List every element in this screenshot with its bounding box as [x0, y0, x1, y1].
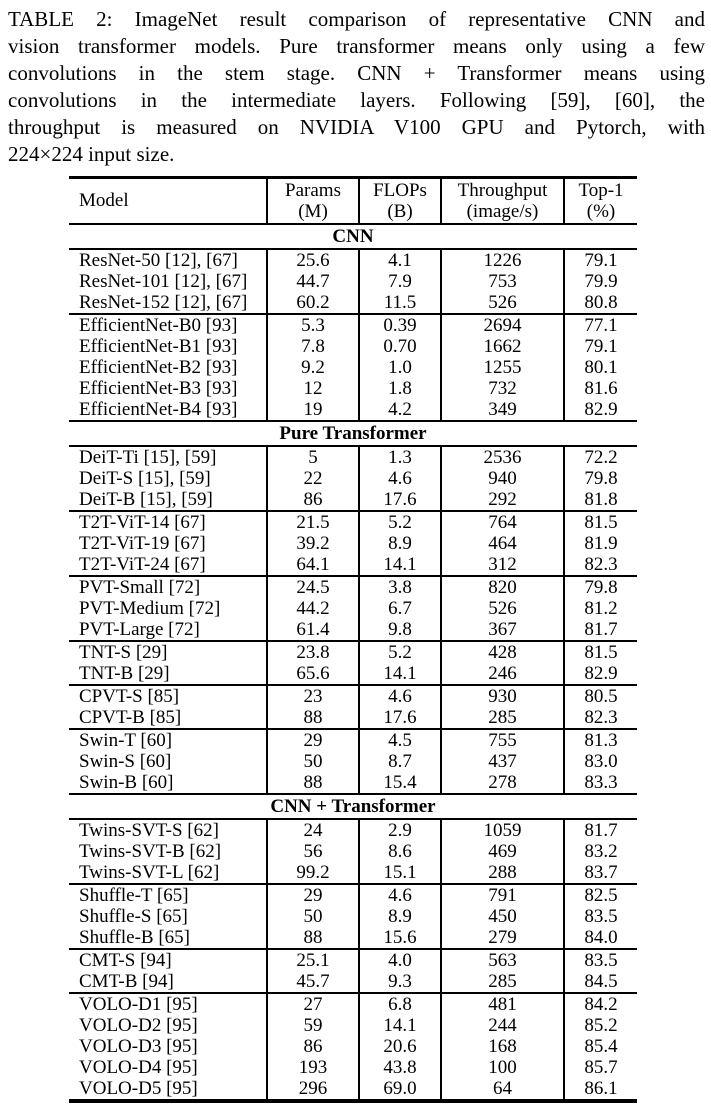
value-cell: 469 — [441, 841, 564, 862]
value-cell: 1255 — [441, 357, 564, 378]
model-cell: PVT-Medium [72] — [79, 598, 221, 619]
col-header-throughput — [441, 178, 564, 225]
value-cell: 2536 — [441, 446, 564, 468]
model-cell: ResNet-101 [12], [67] — [79, 271, 248, 292]
value-cell: 23 — [267, 685, 359, 707]
value-cell: 79.8 — [564, 468, 637, 489]
table-row — [69, 1057, 637, 1078]
value-cell: 50 — [267, 906, 359, 927]
col-header-params-line1: Params — [285, 180, 341, 201]
col-header-top1 — [564, 178, 637, 225]
value-cell: 753 — [441, 271, 564, 292]
value-cell: 24 — [267, 819, 359, 841]
col-header-throughput-line1: Throughput — [457, 180, 548, 201]
table-row — [69, 707, 637, 729]
value-cell: 25.6 — [267, 249, 359, 271]
table-row — [69, 533, 637, 554]
model-cell: Swin-T [60] — [69, 729, 267, 751]
value-cell: 312 — [441, 554, 564, 576]
model-cell: DeiT-B [15], [59] — [79, 489, 213, 510]
value-cell: 84.5 — [564, 971, 637, 993]
value-cell: 820 — [441, 576, 564, 598]
col-header-throughput-line2: (image/s) — [466, 201, 539, 222]
value-cell: 60.2 — [267, 292, 359, 314]
model-cell: EfficientNet-B1 [93] — [79, 336, 238, 357]
table-row — [69, 468, 637, 489]
model-cell: Twins-SVT-S [62] — [79, 820, 219, 841]
value-cell: 481 — [441, 993, 564, 1015]
model-cell: T2T-ViT-24 [67] — [79, 554, 206, 575]
value-cell: 1.8 — [359, 378, 441, 399]
value-cell: 285 — [441, 971, 564, 993]
model-cell: EfficientNet-B0 [93] — [69, 314, 267, 336]
value-cell: 45.7 — [267, 971, 359, 993]
model-cell: Swin-B [60] — [79, 772, 174, 793]
value-cell: 82.3 — [564, 707, 637, 729]
table-row — [69, 554, 637, 576]
value-cell: 193 — [267, 1057, 359, 1078]
value-cell: 83.0 — [564, 751, 637, 772]
col-header-params-line2: (M) — [298, 201, 328, 222]
table-row — [69, 314, 637, 336]
value-cell: 563 — [441, 949, 564, 971]
table-row — [69, 249, 637, 271]
value-cell: 1.0 — [359, 357, 441, 378]
value-cell: 83.7 — [564, 862, 637, 884]
value-cell: 64.1 — [267, 554, 359, 576]
table-row — [69, 598, 637, 619]
model-cell: ResNet-152 [12], [67] — [79, 292, 248, 313]
value-cell: 24.5 — [267, 576, 359, 598]
value-cell: 5.2 — [359, 641, 441, 663]
value-cell: 6.8 — [359, 993, 441, 1015]
column-header-row — [69, 178, 637, 225]
caption-line: 224×224 input size. — [8, 142, 175, 166]
model-cell: DeiT-Ti [15], [59] — [79, 447, 217, 468]
value-cell: 17.6 — [359, 489, 441, 511]
table-row — [69, 971, 637, 993]
value-cell: 6.7 — [359, 598, 441, 619]
value-cell: 526 — [441, 292, 564, 314]
table-row — [69, 1078, 637, 1101]
value-cell: 5.2 — [359, 511, 441, 533]
model-cell: Shuffle-B [65] — [79, 927, 190, 948]
value-cell: 59 — [267, 1015, 359, 1036]
table-row — [69, 884, 637, 906]
model-cell: PVT-Large [72] — [79, 619, 200, 640]
value-cell: 1226 — [441, 249, 564, 271]
section-header: Pure Transformer — [69, 421, 637, 446]
model-cell: T2T-ViT-19 [67] — [79, 533, 206, 554]
value-cell: 69.0 — [359, 1078, 441, 1101]
value-cell: 82.3 — [564, 554, 637, 576]
value-cell: 246 — [441, 663, 564, 685]
value-cell: 79.1 — [564, 249, 637, 271]
value-cell: 39.2 — [267, 533, 359, 554]
col-header-top1-line1: Top-1 — [578, 180, 624, 201]
value-cell: 8.9 — [359, 906, 441, 927]
model-cell: Shuffle-S [65] — [79, 906, 188, 927]
value-cell: 940 — [441, 468, 564, 489]
table-row — [69, 641, 637, 663]
value-cell: 8.9 — [359, 533, 441, 554]
model-cell: ResNet-50 [12], [67] — [79, 250, 238, 271]
table-row — [69, 292, 637, 314]
table-row — [69, 336, 637, 357]
table-row — [69, 663, 637, 685]
value-cell: 80.8 — [564, 292, 637, 314]
value-cell: 21.5 — [267, 511, 359, 533]
value-cell: 349 — [441, 399, 564, 421]
table-row — [69, 576, 637, 598]
table-row — [69, 1036, 637, 1057]
value-cell: 81.9 — [564, 533, 637, 554]
value-cell: 20.6 — [359, 1036, 441, 1057]
value-cell: 81.8 — [564, 489, 637, 511]
model-cell: CPVT-S [85] — [69, 685, 267, 707]
table-row — [69, 271, 637, 292]
value-cell: 930 — [441, 685, 564, 707]
value-cell: 25.1 — [267, 949, 359, 971]
value-cell: 56 — [267, 841, 359, 862]
value-cell: 88 — [267, 927, 359, 949]
value-cell: 61.4 — [267, 619, 359, 641]
table-row — [69, 949, 637, 971]
value-cell: 732 — [441, 378, 564, 399]
value-cell: 4.0 — [359, 949, 441, 971]
table-row — [69, 841, 637, 862]
value-cell: 8.6 — [359, 841, 441, 862]
value-cell: 17.6 — [359, 707, 441, 729]
value-cell: 84.0 — [564, 927, 637, 949]
value-cell: 77.1 — [564, 314, 637, 336]
value-cell: 755 — [441, 729, 564, 751]
value-cell: 8.7 — [359, 751, 441, 772]
value-cell: 285 — [441, 707, 564, 729]
value-cell: 9.8 — [359, 619, 441, 641]
imagenet-results-table — [69, 176, 637, 1103]
value-cell: 791 — [441, 884, 564, 906]
model-cell: TNT-B [29] — [79, 663, 170, 684]
value-cell: 86 — [267, 489, 359, 511]
value-cell: 4.6 — [359, 468, 441, 489]
table-row — [69, 729, 637, 751]
value-cell: 81.5 — [564, 641, 637, 663]
table-row — [69, 751, 637, 772]
value-cell: 1.3 — [359, 446, 441, 468]
caption-line: throughput is measured on NVIDIA V100 GPU and Pytorch, with — [8, 115, 705, 139]
value-cell: 168 — [441, 1036, 564, 1057]
value-cell: 367 — [441, 619, 564, 641]
value-cell: 14.1 — [359, 1015, 441, 1036]
value-cell: 81.5 — [564, 511, 637, 533]
table-row — [69, 489, 637, 511]
value-cell: 14.1 — [359, 554, 441, 576]
section-header: CNN + Transformer — [69, 794, 637, 819]
table-row — [69, 993, 637, 1015]
value-cell: 44.7 — [267, 271, 359, 292]
value-cell: 288 — [441, 862, 564, 884]
value-cell: 23.8 — [267, 641, 359, 663]
value-cell: 79.9 — [564, 271, 637, 292]
model-cell: DeiT-S [15], [59] — [79, 468, 211, 489]
model-cell: TNT-S [29] — [69, 641, 267, 663]
value-cell: 85.7 — [564, 1057, 637, 1078]
caption-line: vision transformer models. Pure transformer means only using a few — [8, 34, 705, 58]
value-cell: 7.8 — [267, 336, 359, 357]
value-cell: 4.2 — [359, 399, 441, 421]
value-cell: 29 — [267, 729, 359, 751]
value-cell: 5 — [267, 446, 359, 468]
value-cell: 2.9 — [359, 819, 441, 841]
caption-line: convolutions in the stem stage. CNN + Transformer means using — [8, 61, 705, 85]
value-cell: 44.2 — [267, 598, 359, 619]
section-header-row — [69, 794, 637, 819]
section-header: CNN — [69, 224, 637, 249]
value-cell: 83.5 — [564, 906, 637, 927]
value-cell: 4.1 — [359, 249, 441, 271]
value-cell: 88 — [267, 772, 359, 794]
caption-line: convolutions in the intermediate layers. Following [59], [60], the — [8, 88, 705, 112]
value-cell: 1662 — [441, 336, 564, 357]
value-cell: 43.8 — [359, 1057, 441, 1078]
value-cell: 0.70 — [359, 336, 441, 357]
value-cell: 15.1 — [359, 862, 441, 884]
table-row — [69, 619, 637, 641]
value-cell: 526 — [441, 598, 564, 619]
value-cell: 7.9 — [359, 271, 441, 292]
value-cell: 80.1 — [564, 357, 637, 378]
value-cell: 84.2 — [564, 993, 637, 1015]
value-cell: 99.2 — [267, 862, 359, 884]
table-row — [69, 1015, 637, 1036]
col-header-flops — [359, 178, 441, 225]
table-row — [69, 399, 637, 421]
value-cell: 9.2 — [267, 357, 359, 378]
table-row — [69, 819, 637, 841]
value-cell: 4.5 — [359, 729, 441, 751]
table-row — [69, 446, 637, 468]
value-cell: 85.2 — [564, 1015, 637, 1036]
value-cell: 82.5 — [564, 884, 637, 906]
value-cell: 12 — [267, 378, 359, 399]
model-cell: CMT-S [94] — [69, 949, 267, 971]
model-cell: Twins-SVT-L [62] — [79, 862, 220, 883]
value-cell: 292 — [441, 489, 564, 511]
value-cell: 5.3 — [267, 314, 359, 336]
value-cell: 72.2 — [564, 446, 637, 468]
value-cell: 764 — [441, 511, 564, 533]
value-cell: 278 — [441, 772, 564, 794]
value-cell: 22 — [267, 468, 359, 489]
value-cell: 85.4 — [564, 1036, 637, 1057]
value-cell: 428 — [441, 641, 564, 663]
value-cell: 81.3 — [564, 729, 637, 751]
value-cell: 82.9 — [564, 399, 637, 421]
col-header-params — [267, 178, 359, 225]
value-cell: 2694 — [441, 314, 564, 336]
model-cell: VOLO-D5 [95] — [79, 1078, 198, 1099]
value-cell: 27 — [267, 993, 359, 1015]
value-cell: 3.8 — [359, 576, 441, 598]
model-cell: VOLO-D4 [95] — [79, 1057, 198, 1078]
table-row — [69, 685, 637, 707]
value-cell: 279 — [441, 927, 564, 949]
section-header-row — [69, 421, 637, 446]
table-row — [69, 357, 637, 378]
value-cell: 88 — [267, 707, 359, 729]
value-cell: 86 — [267, 1036, 359, 1057]
table-row — [69, 906, 637, 927]
table-row — [69, 511, 637, 533]
table-row — [69, 378, 637, 399]
value-cell: 1059 — [441, 819, 564, 841]
value-cell: 29 — [267, 884, 359, 906]
value-cell: 14.1 — [359, 663, 441, 685]
col-header-top1-line2: (%) — [586, 201, 616, 222]
col-header-model: Model — [69, 178, 267, 225]
value-cell: 11.5 — [359, 292, 441, 314]
value-cell: 437 — [441, 751, 564, 772]
value-cell: 83.3 — [564, 772, 637, 794]
value-cell: 19 — [267, 399, 359, 421]
model-cell: Shuffle-T [65] — [69, 884, 267, 906]
value-cell: 244 — [441, 1015, 564, 1036]
value-cell: 83.5 — [564, 949, 637, 971]
value-cell: 4.6 — [359, 884, 441, 906]
col-header-flops-line1: FLOPs — [373, 180, 427, 201]
value-cell: 83.2 — [564, 841, 637, 862]
value-cell: 296 — [267, 1078, 359, 1101]
value-cell: 80.5 — [564, 685, 637, 707]
model-cell: EfficientNet-B2 [93] — [79, 357, 238, 378]
value-cell: 86.1 — [564, 1078, 637, 1101]
table-row — [69, 862, 637, 884]
table-row — [69, 772, 637, 794]
model-cell: PVT-Small [72] — [69, 576, 267, 598]
value-cell: 79.8 — [564, 576, 637, 598]
value-cell: 81.6 — [564, 378, 637, 399]
value-cell: 81.7 — [564, 819, 637, 841]
model-cell: VOLO-D1 [95] — [69, 993, 267, 1015]
model-cell: T2T-ViT-14 [67] — [69, 511, 267, 533]
value-cell: 0.39 — [359, 314, 441, 336]
col-header-flops-line2: (B) — [387, 201, 413, 222]
value-cell: 9.3 — [359, 971, 441, 993]
value-cell: 4.6 — [359, 685, 441, 707]
value-cell: 81.2 — [564, 598, 637, 619]
model-cell: EfficientNet-B3 [93] — [79, 378, 238, 399]
value-cell: 464 — [441, 533, 564, 554]
value-cell: 100 — [441, 1057, 564, 1078]
value-cell: 79.1 — [564, 336, 637, 357]
value-cell: 15.4 — [359, 772, 441, 794]
model-cell: Twins-SVT-B [62] — [79, 841, 222, 862]
value-cell: 65.6 — [267, 663, 359, 685]
model-cell: Swin-S [60] — [79, 751, 172, 772]
model-cell: VOLO-D3 [95] — [79, 1036, 198, 1057]
model-cell: CMT-B [94] — [79, 971, 174, 992]
value-cell: 50 — [267, 751, 359, 772]
table-row — [69, 927, 637, 949]
value-cell: 82.9 — [564, 663, 637, 685]
value-cell: 450 — [441, 906, 564, 927]
model-cell: CPVT-B [85] — [79, 707, 182, 728]
value-cell: 64 — [441, 1078, 564, 1101]
caption-line: TABLE 2: ImageNet result comparison of representative CNN and — [8, 7, 705, 31]
model-cell: VOLO-D2 [95] — [79, 1015, 198, 1036]
table-caption — [0, 0, 711, 168]
value-cell: 81.7 — [564, 619, 637, 641]
model-cell: EfficientNet-B4 [93] — [79, 399, 238, 420]
value-cell: 15.6 — [359, 927, 441, 949]
section-header-row — [69, 224, 637, 249]
